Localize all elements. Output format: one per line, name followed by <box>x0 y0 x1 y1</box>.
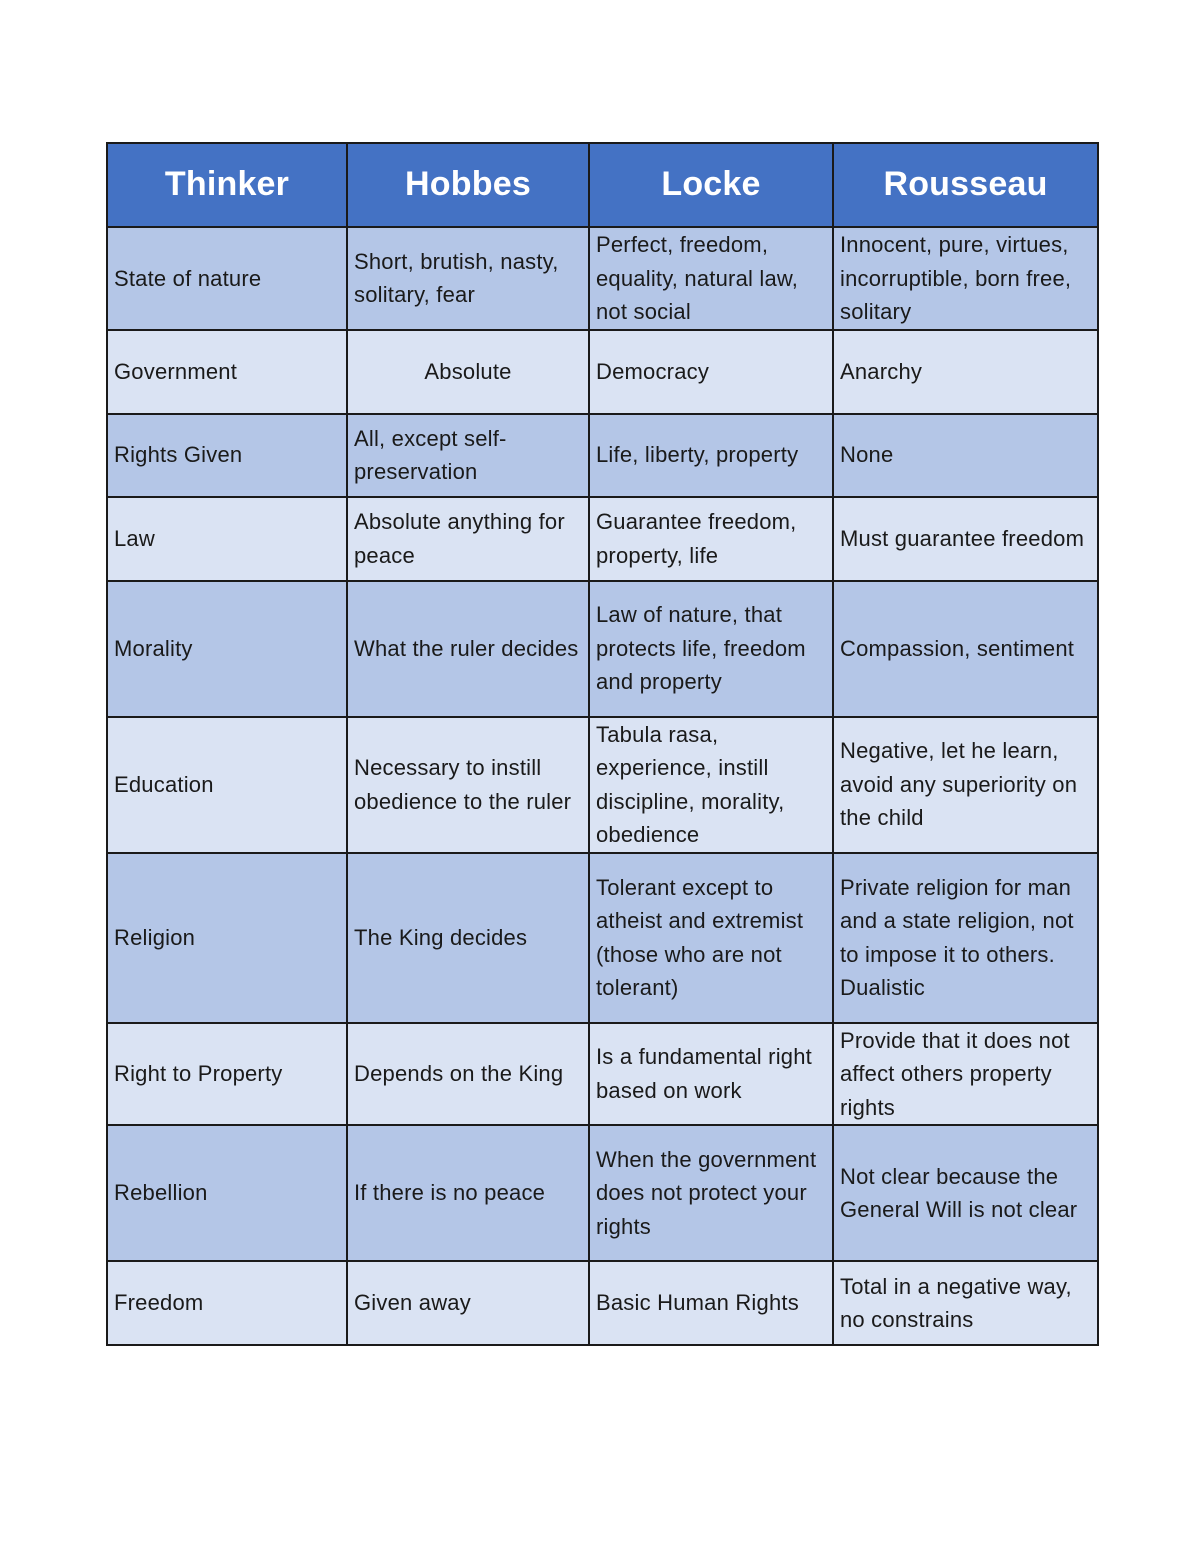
rousseau-cell: Anarchy <box>833 330 1098 414</box>
locke-cell: Is a fundamental right based on work <box>589 1023 833 1126</box>
row-label: Right to Property <box>107 1023 347 1126</box>
rousseau-cell: Private religion for man and a state religion, not to impose it to others. Dualistic <box>833 853 1098 1023</box>
hobbes-cell: What the ruler decides <box>347 581 589 717</box>
rousseau-cell: Not clear because the General Will is not clear <box>833 1125 1098 1261</box>
rousseau-cell: Compassion, sentiment <box>833 581 1098 717</box>
hobbes-cell: Depends on the King <box>347 1023 589 1126</box>
row-label: State of nature <box>107 227 347 330</box>
locke-cell: Tabula rasa, experience, instill discipline, morality, obedience <box>589 717 833 853</box>
row-label: Religion <box>107 853 347 1023</box>
locke-cell: Law of nature, that protects life, freedom and property <box>589 581 833 717</box>
table-row <box>107 717 1098 853</box>
locke-cell: Perfect, freedom, equality, natural law, not social <box>589 227 833 330</box>
header-locke: Locke <box>589 143 833 227</box>
header-thinker: Thinker <box>107 143 347 227</box>
locke-cell: Tolerant except to atheist and extremist (those who are not tolerant) <box>589 853 833 1023</box>
table-row <box>107 330 1098 414</box>
locke-cell: Guarantee freedom, property, life <box>589 497 833 581</box>
hobbes-cell: Short, brutish, nasty, solitary, fear <box>347 227 589 330</box>
hobbes-cell: Given away <box>347 1261 589 1345</box>
table-row <box>107 581 1098 717</box>
header-row <box>107 143 1098 227</box>
rousseau-cell: Innocent, pure, virtues, incorruptible, born free, solitary <box>833 227 1098 330</box>
locke-cell: When the government does not protect your rights <box>589 1125 833 1261</box>
row-label: Rebellion <box>107 1125 347 1261</box>
locke-cell: Basic Human Rights <box>589 1261 833 1345</box>
row-label: Law <box>107 497 347 581</box>
table-row <box>107 227 1098 330</box>
table-row <box>107 853 1098 1023</box>
table-row <box>107 1023 1098 1126</box>
hobbes-cell: All, except self-preservation <box>347 414 589 497</box>
thinkers-comparison-table <box>106 142 1099 1346</box>
locke-cell: Democracy <box>589 330 833 414</box>
table-row <box>107 1125 1098 1261</box>
rousseau-cell: Negative, let he learn, avoid any superiority on the child <box>833 717 1098 853</box>
header-rousseau: Rousseau <box>833 143 1098 227</box>
row-label: Education <box>107 717 347 853</box>
hobbes-cell: The King decides <box>347 853 589 1023</box>
rousseau-cell: Must guarantee freedom <box>833 497 1098 581</box>
table-row <box>107 497 1098 581</box>
rousseau-cell: Provide that it does not affect others property rights <box>833 1023 1098 1126</box>
rousseau-cell: Total in a negative way, no constrains <box>833 1261 1098 1345</box>
table-row <box>107 414 1098 497</box>
header-hobbes: Hobbes <box>347 143 589 227</box>
hobbes-cell: If there is no peace <box>347 1125 589 1261</box>
row-label: Morality <box>107 581 347 717</box>
row-label: Freedom <box>107 1261 347 1345</box>
row-label: Government <box>107 330 347 414</box>
rousseau-cell: None <box>833 414 1098 497</box>
hobbes-cell: Absolute <box>347 330 589 414</box>
hobbes-cell: Necessary to instill obedience to the ruler <box>347 717 589 853</box>
table-row <box>107 1261 1098 1345</box>
row-label: Rights Given <box>107 414 347 497</box>
locke-cell: Life, liberty, property <box>589 414 833 497</box>
hobbes-cell: Absolute anything for peace <box>347 497 589 581</box>
